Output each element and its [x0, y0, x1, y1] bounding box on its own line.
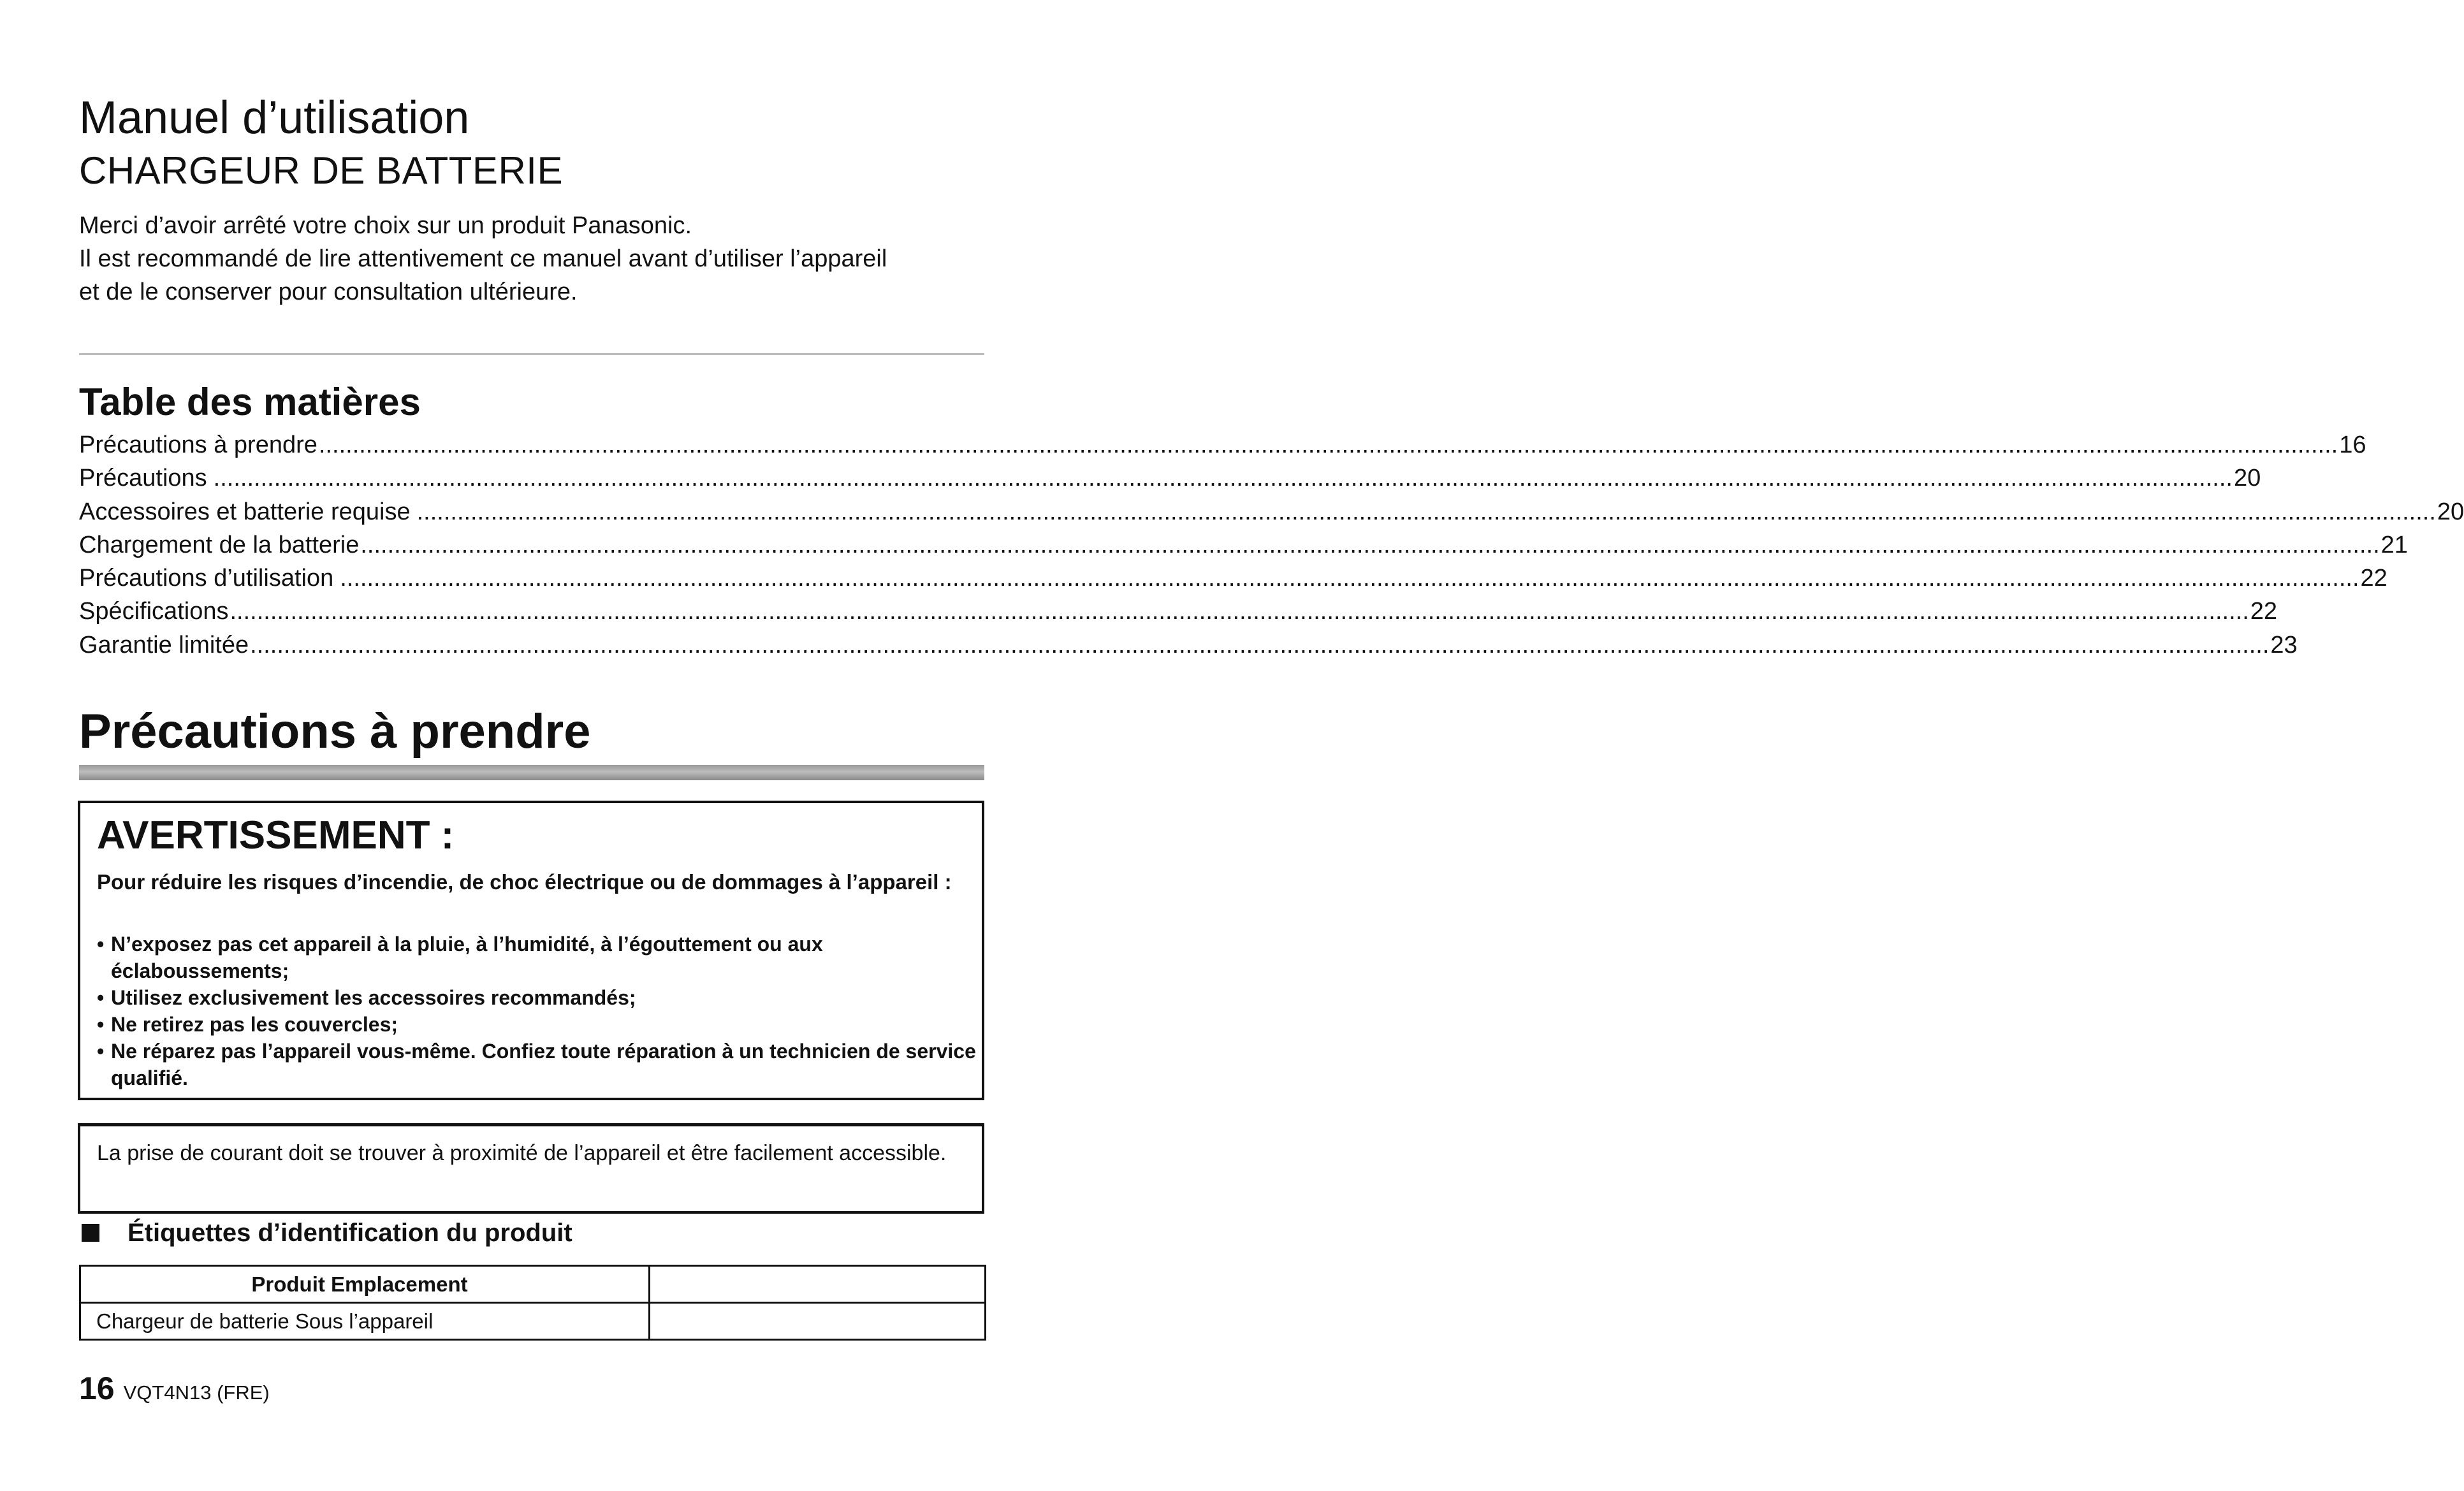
- toc-leader-dots: ............................................................................................................................................................................................................................................................................................................: [416, 498, 2436, 525]
- note-text: La prise de courant doit se trouver à proximité de l’appareil et être facilement accessible.: [97, 1141, 947, 1165]
- warning-title: AVERTISSEMENT :: [97, 813, 455, 857]
- toc-leader-dots: ............................................................................................................................................................................................................................................................................................................: [213, 465, 2233, 492]
- intro-text: [79, 209, 997, 309]
- toc-item[interactable]: [79, 629, 2298, 662]
- warning-item: • N’exposez pas cet appareil à la pluie, à l’humidité, à l’égouttement ou aux éclaboussements;: [97, 931, 977, 984]
- identification-table: [79, 1265, 986, 1341]
- page-number: 16: [79, 1371, 115, 1406]
- toc-item-label: Accessoires et batterie requise: [79, 498, 411, 525]
- table-cell: Chargeur de batterie Sous l’appareil: [80, 1303, 650, 1340]
- toc-leader-dots: ............................................................................................................................................................................................................................................................................................................: [250, 631, 2270, 658]
- page-footer: [79, 1369, 270, 1407]
- identification-heading: Étiquettes d’identification du produit: [128, 1219, 572, 1247]
- warning-item: • Ne réparez pas l’appareil vous-même. Confiez toute réparation à un technicien de service qualifié.: [97, 1038, 977, 1091]
- table-header-cell: Produit Emplacement: [80, 1266, 650, 1303]
- warning-item: • Ne retirez pas les couvercles;: [97, 1011, 977, 1038]
- toc-item-page: 22: [2360, 565, 2387, 592]
- toc-item-label: Garantie limitée: [79, 631, 249, 658]
- divider: [79, 353, 984, 355]
- toc-item-page: 21: [2380, 531, 2408, 558]
- toc-item-page: 16: [2339, 432, 2366, 458]
- toc-item-label: Spécifications: [79, 598, 229, 625]
- intro-line: Merci d’avoir arrêté votre choix sur un produit Panasonic.: [79, 212, 692, 239]
- table-of-contents: [79, 428, 2464, 662]
- warning-intro: Pour réduire les risques d’incendie, de choc électrique ou de dommages à l’appareil :: [97, 870, 952, 894]
- section-heading: Précautions à prendre: [79, 704, 591, 759]
- toc-item-label: Précautions à prendre: [79, 432, 317, 458]
- toc-item-page: 23: [2270, 631, 2298, 658]
- toc-leader-dots: ............................................................................................................................................................................................................................................................................................................: [360, 531, 2380, 558]
- warning-list: [97, 931, 977, 1091]
- toc-item-page: 22: [2250, 598, 2278, 625]
- toc-item[interactable]: [79, 428, 2366, 462]
- square-bullet-icon: [82, 1224, 99, 1242]
- section-divider-bar: [79, 765, 984, 780]
- toc-item-label: Chargement de la batterie: [79, 531, 360, 558]
- toc-item-label: Précautions: [79, 465, 207, 492]
- document-title: Manuel d’utilisation: [79, 92, 470, 143]
- toc-item[interactable]: [79, 595, 2278, 628]
- toc-item[interactable]: [79, 495, 2464, 528]
- table-header-row: [80, 1266, 986, 1303]
- toc-leader-dots: ............................................................................................................................................................................................................................................................................................................: [318, 432, 2338, 458]
- toc-leader-dots: ............................................................................................................................................................................................................................................................................................................: [230, 598, 2249, 625]
- table-cell-empty: [650, 1303, 986, 1340]
- toc-item-label: Précautions d’utilisation: [79, 565, 334, 592]
- note-box: [78, 1123, 984, 1214]
- toc-leader-dots: ............................................................................................................................................................................................................................................................................................................: [340, 565, 2359, 592]
- toc-item[interactable]: [79, 562, 2387, 595]
- intro-line: Il est recommandé de lire attentivement ce manuel avant d’utiliser l’appareil: [79, 245, 887, 272]
- toc-item[interactable]: [79, 462, 2261, 495]
- table-row: [80, 1303, 986, 1340]
- document-code: VQT4N13 (FRE): [123, 1381, 270, 1404]
- toc-item-page: 20: [2437, 498, 2464, 525]
- table-header-cell-empty: [650, 1266, 986, 1303]
- warning-box: [78, 801, 984, 1100]
- toc-item-page: 20: [2233, 465, 2261, 492]
- intro-line: et de le conserver pour consultation ultérieure.: [79, 279, 578, 305]
- toc-heading: Table des matières: [79, 381, 421, 423]
- toc-item[interactable]: [79, 528, 2408, 562]
- document-subtitle: CHARGEUR DE BATTERIE: [79, 149, 563, 192]
- warning-item: • Utilisez exclusivement les accessoires recommandés;: [97, 984, 977, 1011]
